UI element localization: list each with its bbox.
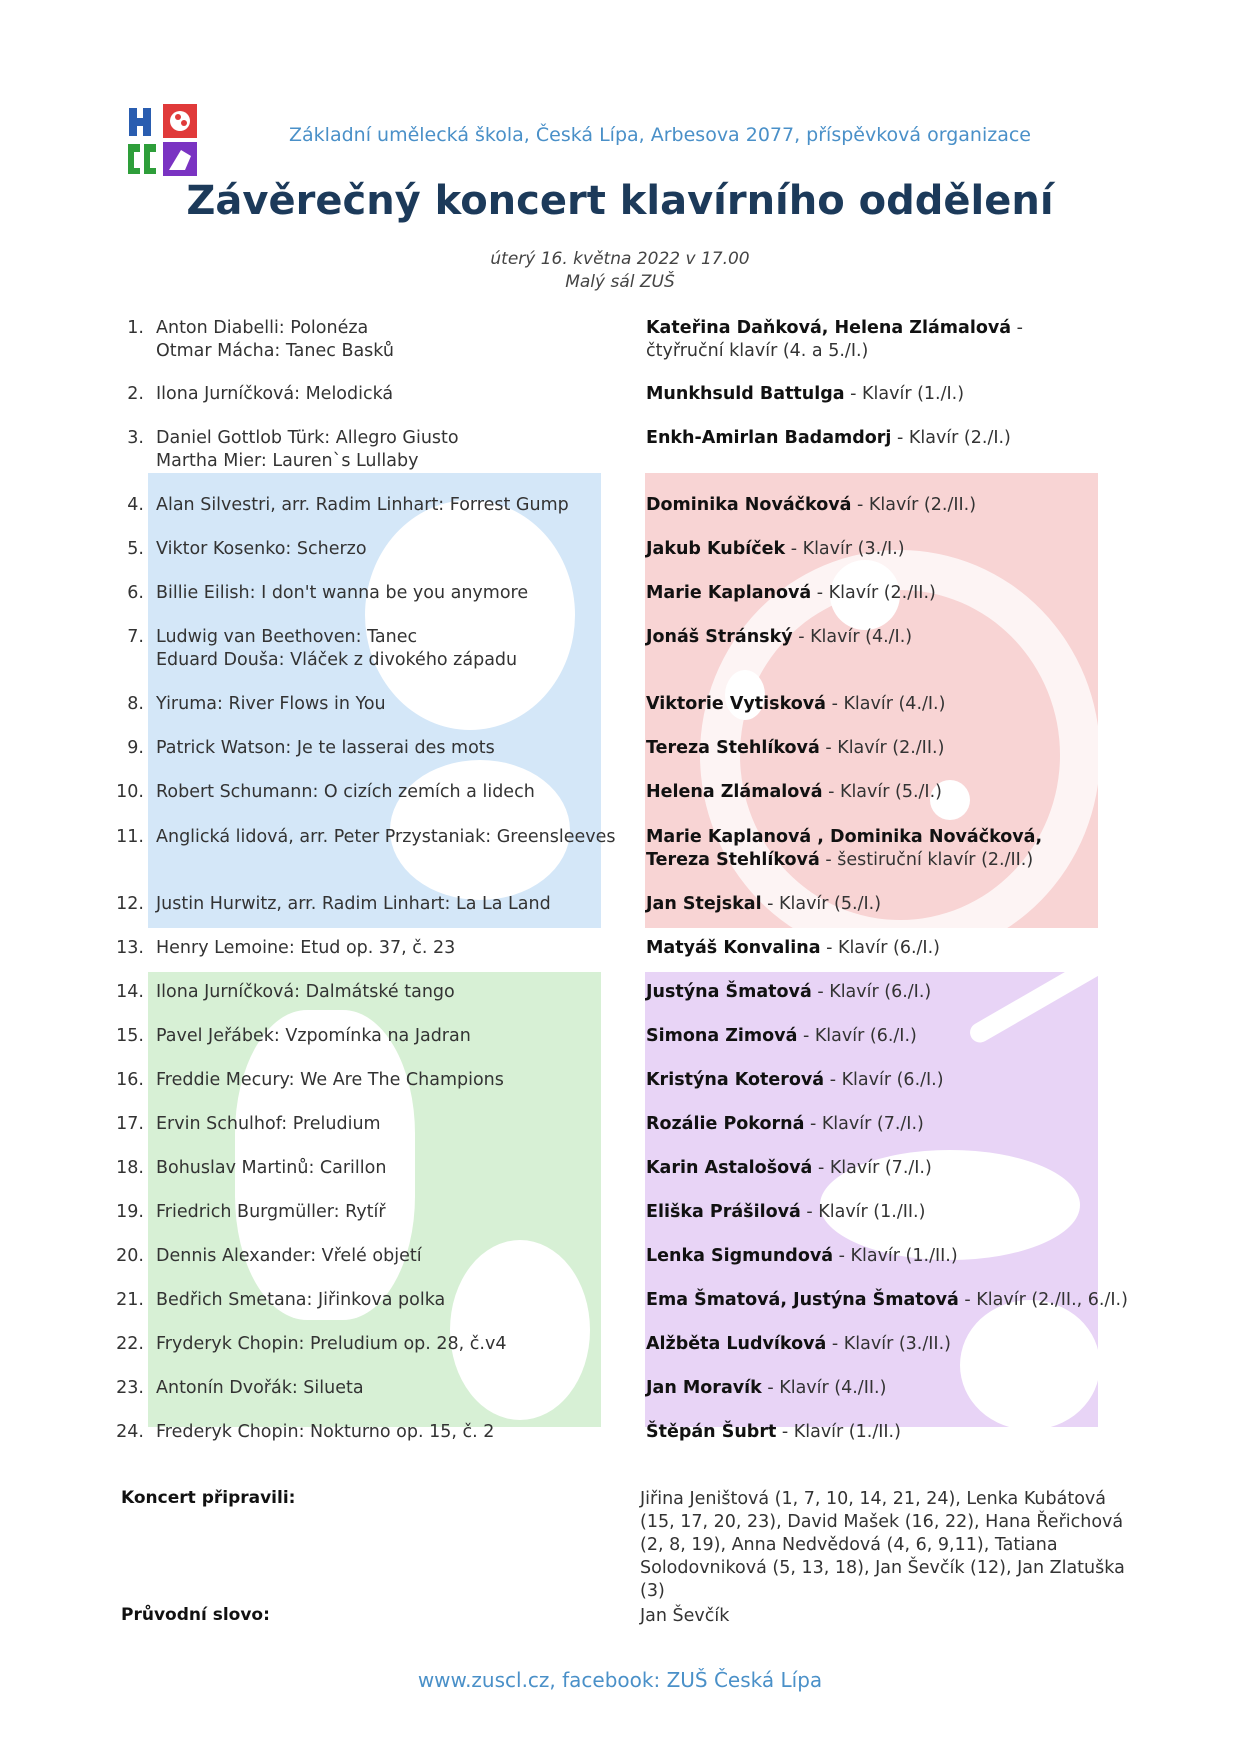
program-piece: Friedrich Burgmüller: Rytíř <box>156 1202 386 1222</box>
program-piece: Henry Lemoine: Etud op. 37, č. 23 <box>156 938 456 958</box>
program-number: 21. <box>116 1290 144 1310</box>
narration-label: Průvodní slovo: <box>121 1605 270 1625</box>
program-number: 24. <box>116 1422 144 1442</box>
program-piece: Bedřich Smetana: Jiřinkova polka <box>156 1290 446 1310</box>
program-piece: Daniel Gottlob Türk: Allegro Giusto Martha Mier: Lauren`s Lullaby <box>156 428 459 471</box>
performer-name: Marie Kaplanová <box>646 583 812 603</box>
performer-name: Ema Šmatová, Justýna Šmatová <box>646 1290 959 1310</box>
program-performer <box>646 1377 1096 1400</box>
performer-name: Alžběta Ludvíková <box>646 1334 827 1354</box>
performer-detail: - Klavír (6./I.) <box>824 1070 944 1090</box>
performer-detail: - Klavír (4./I.) <box>826 694 946 714</box>
concert-date: úterý 16. května 2022 v 17.00 <box>490 249 750 269</box>
program-performer <box>646 1421 1096 1444</box>
program-performer <box>646 1245 1096 1268</box>
performer-detail: - Klavír (2./II.) <box>851 495 977 515</box>
program-piece: Dennis Alexander: Vřelé objetí <box>156 1246 422 1266</box>
performer-name: Tereza Stehlíková <box>646 738 820 758</box>
program-piece: Anton Diabelli: Polonéza Otmar Mácha: Tanec Basků <box>156 318 394 361</box>
program-performer <box>646 1069 1096 1092</box>
program-performer <box>646 427 1096 450</box>
performer-name: Matyáš Konvalina <box>646 938 821 958</box>
program-piece: Justin Hurwitz, arr. Radim Linhart: La La Land <box>156 894 551 914</box>
program-number: 17. <box>116 1114 144 1134</box>
program-number: 23. <box>116 1378 144 1398</box>
program-number: 20. <box>116 1246 144 1266</box>
performer-name: Marie Kaplanová , Dominika Nováčková, Tereza Stehlíková <box>646 827 1043 870</box>
program-performer <box>646 1201 1096 1224</box>
program-performer <box>646 781 1096 804</box>
performer-name: Kristýna Koterová <box>646 1070 825 1090</box>
performer-detail: - Klavír (1./II.) <box>833 1246 958 1266</box>
program-number: 13. <box>116 938 144 958</box>
performer-detail: - Klavír (4./II.) <box>761 1378 887 1398</box>
performer-detail: - Klavír (3./II.) <box>826 1334 951 1354</box>
program-number: 11. <box>116 827 144 847</box>
program-performer <box>646 893 1096 916</box>
program-number: 6. <box>127 583 144 603</box>
program-piece: Antonín Dvořák: Silueta <box>156 1378 364 1398</box>
performer-detail: - Klavír (2./I.) <box>891 428 1011 448</box>
performer-detail: - Klavír (6./I.) <box>811 982 932 1002</box>
program-piece: Bohuslav Martinů: Carillon <box>156 1158 387 1178</box>
program-number: 5. <box>127 539 144 559</box>
program-performer <box>646 1025 1096 1048</box>
performer-detail: - Klavír (3./I.) <box>785 539 905 559</box>
program-number: 22. <box>116 1334 144 1354</box>
performer-detail: - Klavír (7./I.) <box>812 1158 932 1178</box>
program-piece: Ilona Jurníčková: Dalmátské tango <box>156 982 455 1002</box>
performer-name: Jakub Kubíček <box>646 539 786 559</box>
program-number: 2. <box>127 384 144 404</box>
program-piece: Alan Silvestri, arr. Radim Linhart: Forrest Gump <box>156 495 569 515</box>
program-number: 19. <box>116 1202 144 1222</box>
performer-detail: - Klavír (2./II., 6./I.) <box>958 1290 1128 1310</box>
performer-name: Helena Zlámalová <box>646 782 823 802</box>
performer-detail: - Klavír (4./I.) <box>792 627 913 647</box>
program-piece: Anglická lidová, arr. Peter Przystaniak: Greensleeves <box>156 827 616 847</box>
program-performer <box>646 981 1096 1004</box>
performer-detail: - Klavír (6./I.) <box>797 1026 917 1046</box>
performer-name: Munkhsuld Battulga <box>646 384 845 404</box>
concert-info <box>0 248 1240 294</box>
performer-name: Lenka Sigmundová <box>646 1246 834 1266</box>
program-performer <box>646 1157 1096 1180</box>
performer-name: Enkh-Amirlan Badamdorj <box>646 428 892 448</box>
performer-name: Simona Zimová <box>646 1026 798 1046</box>
program-piece: Patrick Watson: Je te lasserai des mots <box>156 738 495 758</box>
program-number: 16. <box>116 1070 144 1090</box>
performer-name: Kateřina Daňková, Helena Zlámalová <box>646 318 1012 338</box>
program-piece: Ilona Jurníčková: Melodická <box>156 384 394 404</box>
program-number: 8. <box>127 694 144 714</box>
performer-name: Rozálie Pokorná <box>646 1114 805 1134</box>
performer-detail: - Klavír (7./I.) <box>804 1114 924 1134</box>
program-piece: Frederyk Chopin: Nokturno op. 15, č. 2 <box>156 1422 495 1442</box>
performer-name: Jonáš Stránský <box>646 627 793 647</box>
program-performer <box>646 317 1096 363</box>
performer-name: Dominika Nováčková <box>646 495 852 515</box>
performer-name: Jan Stejskal <box>646 894 762 914</box>
program-number: 12. <box>116 894 144 914</box>
program-performer <box>646 626 1096 649</box>
program-piece: Robert Schumann: O cizích zemích a lidech <box>156 782 535 802</box>
program-performer <box>646 538 1096 561</box>
program-performer <box>646 1333 1096 1356</box>
program-number: 15. <box>116 1026 144 1046</box>
program-performer <box>646 582 1096 605</box>
program-performer <box>646 494 1096 517</box>
performer-detail: - Klavír (2./II.) <box>811 583 936 603</box>
program-piece: Ludwig van Beethoven: Tanec Eduard Douša: Vláček z divokého západu <box>156 627 518 670</box>
program-number: 3. <box>127 428 144 448</box>
performer-detail: - Klavír (1./I.) <box>844 384 965 404</box>
performer-detail: - Klavír (1./II.) <box>776 1422 901 1442</box>
performer-detail: - Klavír (1./II.) <box>800 1202 926 1222</box>
program-piece: Yiruma: River Flows in You <box>156 694 386 714</box>
performer-detail: - Klavír (2./II.) <box>819 738 945 758</box>
prepared-label: Koncert připravili: <box>121 1488 296 1508</box>
performer-detail: - Klavír (6./I.) <box>820 938 940 958</box>
prepared-text: Jiřina Jeništová (1, 7, 10, 14, 21, 24), Lenka Kubátová (15, 17, 20, 23), David Mašek (16, 22), Hana Řeřichová (2, 8, 19), Anna Nedvědová (4, 6, 9,11), Tatiana Solodovniková (5, 13, 18), Jan Ševčík (12), Jan Zlatuška (3) <box>640 1489 1125 1601</box>
program-piece: Freddie Mecury: We Are The Champions <box>156 1070 504 1090</box>
program-piece: Fryderyk Chopin: Preludium op. 28, č.v4 <box>156 1334 507 1354</box>
program-performer <box>646 1113 1096 1136</box>
program-number: 18. <box>116 1158 144 1178</box>
performer-detail: - šestiruční klavír (2./II.) <box>819 850 1034 870</box>
decorative-blob <box>960 1300 1100 1430</box>
performer-name: Eliška Prášilová <box>646 1202 801 1222</box>
narration-text: Jan Ševčík <box>640 1606 730 1626</box>
school-name: Základní umělecká škola, Česká Lípa, Arbesova 2077, příspěvková organizace <box>289 124 1031 146</box>
website-link[interactable]: www.zuscl.cz, facebook: ZUŠ Česká Lípa <box>417 1668 823 1692</box>
program-number: 4. <box>127 495 144 515</box>
concert-venue: Malý sál ZUŠ <box>565 272 675 292</box>
program-performer <box>646 737 1096 760</box>
performer-name: Jan Moravík <box>646 1378 762 1398</box>
performer-name: Karin Astalošová <box>646 1158 813 1178</box>
program-performer <box>646 826 1096 872</box>
program-performer <box>646 383 1096 406</box>
performer-name: Justýna Šmatová <box>646 982 812 1002</box>
program-performer <box>646 1289 1128 1312</box>
performer-name: Štěpán Šubrt <box>646 1422 777 1442</box>
program-performer <box>646 693 1096 716</box>
program-number: 10. <box>116 782 144 802</box>
performer-detail: - čtyřruční klavír (4. a 5./I.) <box>646 318 1023 361</box>
program-performer <box>646 937 1096 960</box>
page-title: Závěrečný koncert klavírního oddělení <box>186 178 1054 224</box>
program-piece: Pavel Jeřábek: Vzpomínka na Jadran <box>156 1026 471 1046</box>
performer-detail: - Klavír (5./I.) <box>761 894 882 914</box>
program-piece: Billie Eilish: I don't wanna be you anymore <box>156 583 529 603</box>
program-number: 7. <box>127 627 144 647</box>
school-logo-icon <box>125 104 197 176</box>
program-number: 14. <box>116 982 144 1002</box>
program-number: 1. <box>127 318 144 338</box>
performer-name: Viktorie Vytisková <box>646 694 826 714</box>
program-piece: Ervin Schulhof: Preludium <box>156 1114 381 1134</box>
performer-detail: - Klavír (5./I.) <box>822 782 942 802</box>
program-number: 9. <box>127 738 144 758</box>
program-piece: Viktor Kosenko: Scherzo <box>156 539 367 559</box>
